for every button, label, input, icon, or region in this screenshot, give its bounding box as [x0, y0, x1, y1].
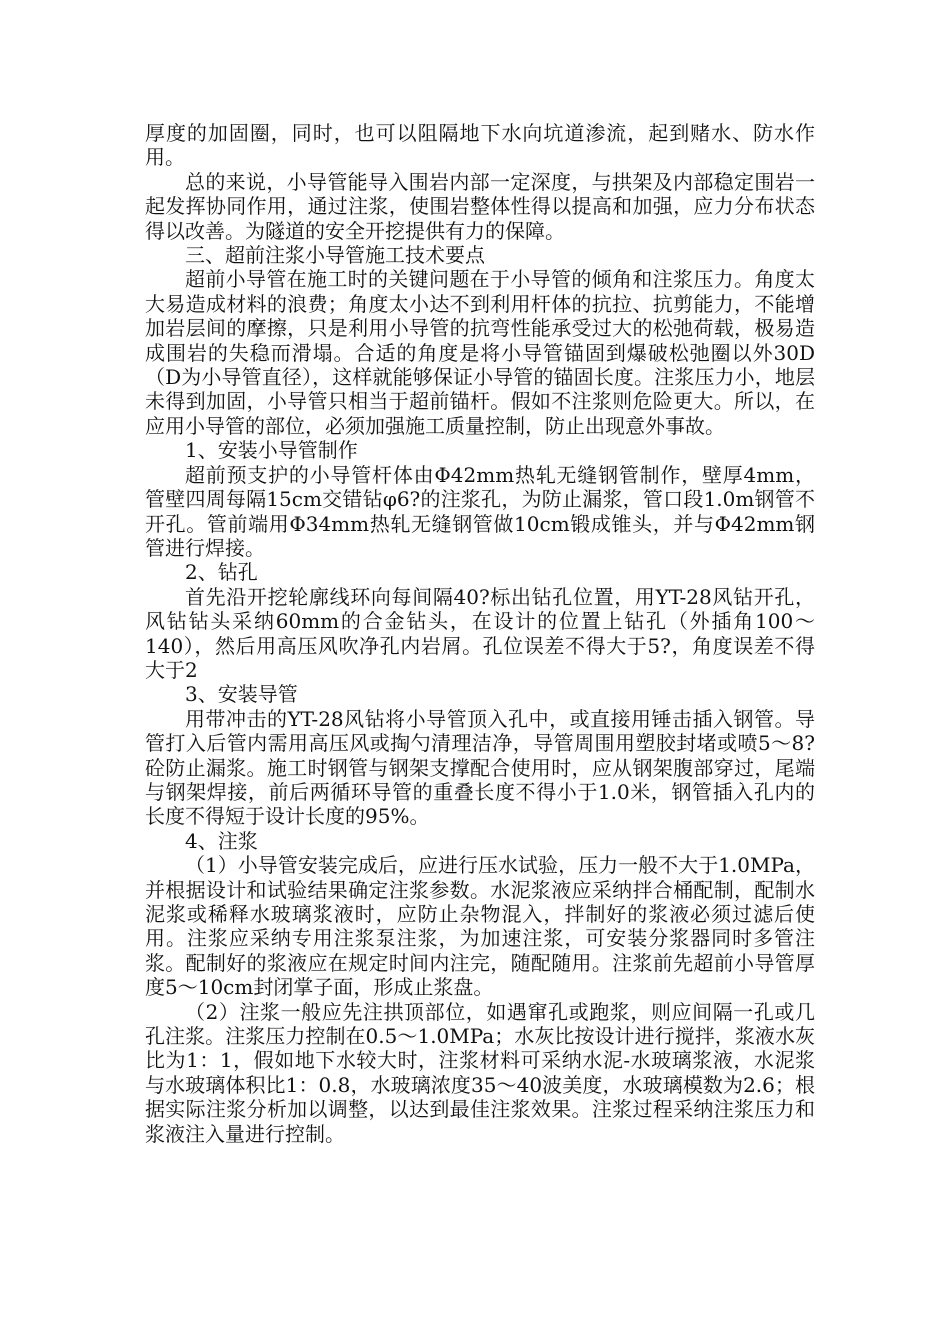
paragraph-key-issues: 超前小导管在施工时的关键问题在于小导管的倾角和注浆压力。角度太大易造成材料的浪费；角度太小达不到利用杆体的抗拉、抗剪能力，不能增加岩层间的摩擦，只是利用小导管的抗弯性能承受过大的松弛荷载，极易造成围岩的失稳而滑塌。合适的角度是将小导管锚固到爆破松弛圈以外30D（D为小导管直径），这样就能够保证小导管的锚固长度。注浆压力小，地层未得到加固，小导管只相当于超前锚杆。假如不注浆则危险更大。所以，在应用小导管的部位，必须加强施工质量控制，防止出现意外事故。	[145, 267, 815, 438]
paragraph-continuation: 厚度的加固圈，同时，也可以阻隔地下水向坑道渗流，起到赌水、防水作用。	[145, 121, 815, 170]
paragraph-drilling: 首先沿开挖轮廓线环向每间隔40?标出钻孔位置，用YT-28风钻开孔，风钻钻头采纳60mm的合金钻头，在设计的位置上钻孔（外插角100～140），然后用高压风吹净孔内岩屑。孔位误差不得大于5?，角度误差不得大于2	[145, 584, 815, 682]
subheading-1: 1、安装小导管制作	[185, 438, 358, 463]
document-body	[145, 121, 815, 1146]
paragraph-pipe-fabrication: 超前预支护的小导管杆体由Φ42mm热轧无缝钢管制作，壁厚4mm，管壁四周每隔15cm交错钻φ6?的注浆孔，为防止漏浆，管口段1.0m钢管不开孔。管前端用Φ34mm热轧无缝钢管做10cm锻成锥头，并与Φ42mm钢管进行焊接。	[145, 462, 815, 560]
subheading-3: 3、安装导管	[185, 682, 298, 707]
subheading-4: 4、注浆	[185, 828, 258, 853]
paragraph-summary: 总的来说，小导管能导入围岩内部一定深度，与拱架及内部稳定围岩一起发挥协同作用，通过注浆，使围岩整体性得以提高和加强，应力分布状态得以改善。为隧道的安全开挖提供有力的保障。	[145, 169, 815, 243]
paragraph-grouting-2: （2）注浆一般应先注拱顶部位，如遇窜孔或跑浆，则应间隔一孔或几孔注浆。注浆压力控制在0.5～1.0MPa；水灰比按设计进行搅拌，浆液水灰比为1：1，假如地下水较大时，注浆材料可采纳水泥-水玻璃浆液，水泥浆与水玻璃体积比1：0.8，水玻璃浓度35～40波美度，水玻璃模数为2.6；根据实际注浆分析加以调整，以达到最佳注浆效果。注浆过程采纳注浆压力和浆液注入量进行控制。	[145, 999, 815, 1146]
section-heading-3: 三、超前注浆小导管施工技术要点	[185, 243, 485, 268]
paragraph-pipe-installation: 用带冲击的YT-28风钻将小导管顶入孔中，或直接用锤击插入钢管。导管打入后管内需用高压风或掏勺清理洁净，导管周围用塑胶封堵或喷5～8?砼防止漏浆。施工时钢管与钢架支撑配合使用时，应从钢架腹部穿过，尾端与钢架焊接，前后两循环导管的重叠长度不得小于1.0米，钢管插入孔内的长度不得短于设计长度的95%。	[145, 706, 815, 829]
paragraph-grouting-1: （1）小导管安装完成后，应进行压水试验，压力一般不大于1.0MPa，并根据设计和试验结果确定注浆参数。水泥浆液应采纳拌合桶配制，配制水泥浆或稀释水玻璃浆液时，应防止杂物混入，拌制好的浆液必须过滤后使用。注浆应采纳专用注浆泵注浆，为加速注浆，可安装分浆器同时多管注浆。配制好的浆液应在规定时间内注完，随配随用。注浆前先超前小导管厚度5～10cm封闭掌子面，形成止浆盘。	[145, 853, 815, 1000]
subheading-2: 2、钻孔	[185, 560, 258, 585]
